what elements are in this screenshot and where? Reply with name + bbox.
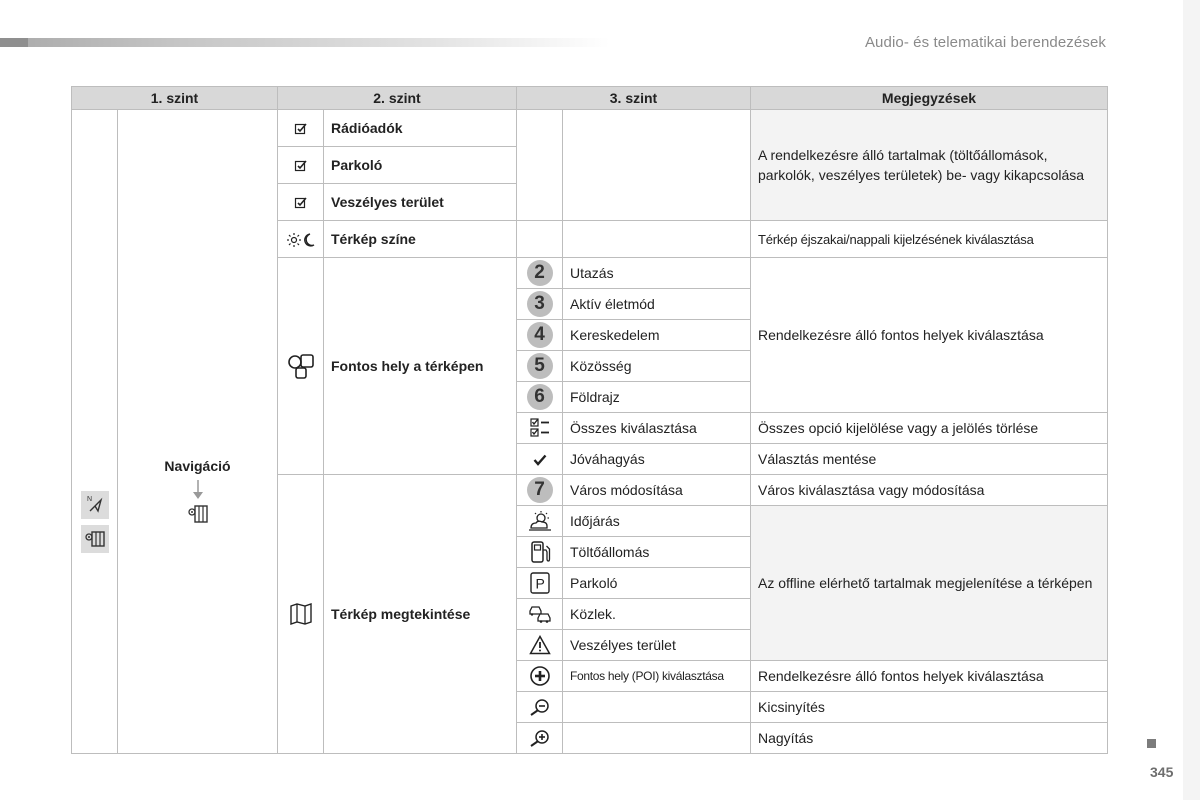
view-item-label: Veszélyes terület <box>563 630 751 661</box>
level2-map-color-label: Térkép színe <box>324 221 517 258</box>
select-all-icon <box>517 413 563 444</box>
empty-cell <box>563 692 751 723</box>
poi-number-badge: 2 <box>517 258 563 289</box>
poi-number-badge: 3 <box>517 289 563 320</box>
poi-number-badge: 4 <box>517 320 563 351</box>
column-header-level3: 3. szint <box>517 87 751 110</box>
map-view-icon <box>278 475 324 754</box>
menu-level-table <box>71 86 1108 754</box>
empty-cell <box>517 110 563 221</box>
poi-item-label: Kereskedelem <box>563 320 751 351</box>
map-settings-icon <box>118 502 277 526</box>
navigation-label: Navigáció <box>164 457 231 474</box>
level2-map-view-label: Térkép megtekintése <box>324 475 517 754</box>
table-header-row <box>72 87 1108 110</box>
checkmark-icon <box>517 444 563 475</box>
navigation-arrow-icon <box>81 491 109 519</box>
note-poi-select-2: Rendelkezésre álló fontos helyek kiválasztása <box>751 661 1108 692</box>
checkbox-icon <box>278 184 324 221</box>
map-settings-icon <box>81 525 109 553</box>
note-city: Város kiválasztása vagy módosítása <box>751 475 1108 506</box>
add-poi-icon <box>517 661 563 692</box>
poi-item-label: Utazás <box>563 258 751 289</box>
note-select-all: Összes opció kijelölése vagy a jelölés törlése <box>751 413 1108 444</box>
poi-choose-label: Fontos hely (POI) kiválasztása <box>563 661 751 692</box>
level2-danger-label: Veszélyes terület <box>324 184 517 221</box>
note-content-toggle: A rendelkezésre álló tartalmak (töltőállomások, parkolók, veszélyes területek) be- vagy kikapcsolása <box>751 110 1108 221</box>
note-zoom-in: Nagyítás <box>751 723 1108 754</box>
checkbox-icon <box>278 147 324 184</box>
weather-icon <box>517 506 563 537</box>
page-number: 345 <box>1150 764 1174 780</box>
empty-cell <box>517 221 563 258</box>
page-marker <box>1147 739 1156 748</box>
column-header-level1: 1. szint <box>72 87 278 110</box>
view-item-label: Közlek. <box>563 599 751 630</box>
table-row <box>72 110 1108 147</box>
note-zoom-out: Kicsinyítés <box>751 692 1108 723</box>
checkbox-icon <box>278 110 324 147</box>
down-arrow-icon <box>118 478 277 502</box>
svg-text:N: N <box>86 495 92 503</box>
level2-poi-map-label: Fontos hely a térképen <box>324 258 517 475</box>
header-decor-bar <box>0 38 610 47</box>
note-poi-select: Rendelkezésre álló fontos helyek kiválasztása <box>751 258 1108 413</box>
note-offline: Az offline elérhető tartalmak megjelenítése a térképen <box>751 506 1108 661</box>
fuel-station-icon <box>517 537 563 568</box>
section-title: Audio- és telematikai berendezések <box>864 34 1106 51</box>
svg-text:P: P <box>535 575 545 592</box>
view-item-label: Időjárás <box>563 506 751 537</box>
zoom-out-icon <box>517 692 563 723</box>
parking-icon <box>517 568 563 599</box>
city-number-badge: 7 <box>517 475 563 506</box>
confirm-label: Jóváhagyás <box>563 444 751 475</box>
warning-triangle-icon <box>517 630 563 661</box>
poi-number-badge: 6 <box>517 382 563 413</box>
note-map-color: Térkép éjszakai/nappali kijelzésének kiválasztása <box>751 221 1108 258</box>
page-edge-strip <box>1183 0 1200 800</box>
view-item-label: Töltőállomás <box>563 537 751 568</box>
poi-item-label: Közösség <box>563 351 751 382</box>
level1-icon-cell <box>72 110 118 754</box>
header-decor-bar-dark <box>0 38 28 47</box>
column-header-level2: 2. szint <box>278 87 517 110</box>
level2-radio-label: Rádióadók <box>324 110 517 147</box>
poi-item-label: Aktív életmód <box>563 289 751 320</box>
column-header-notes: Megjegyzések <box>751 87 1108 110</box>
view-item-label: Parkoló <box>563 568 751 599</box>
empty-cell <box>563 723 751 754</box>
city-label: Város módosítása <box>563 475 751 506</box>
day-night-icon <box>278 221 324 258</box>
note-confirm: Választás mentése <box>751 444 1108 475</box>
level1-navigation-cell <box>118 110 278 754</box>
poi-number-badge: 5 <box>517 351 563 382</box>
poi-shapes-icon <box>278 258 324 475</box>
empty-cell <box>563 110 751 221</box>
level2-parking-label: Parkoló <box>324 147 517 184</box>
zoom-in-icon <box>517 723 563 754</box>
poi-item-label: Földrajz <box>563 382 751 413</box>
select-all-label: Összes kiválasztása <box>563 413 751 444</box>
traffic-cars-icon <box>517 599 563 630</box>
empty-cell <box>563 221 751 258</box>
